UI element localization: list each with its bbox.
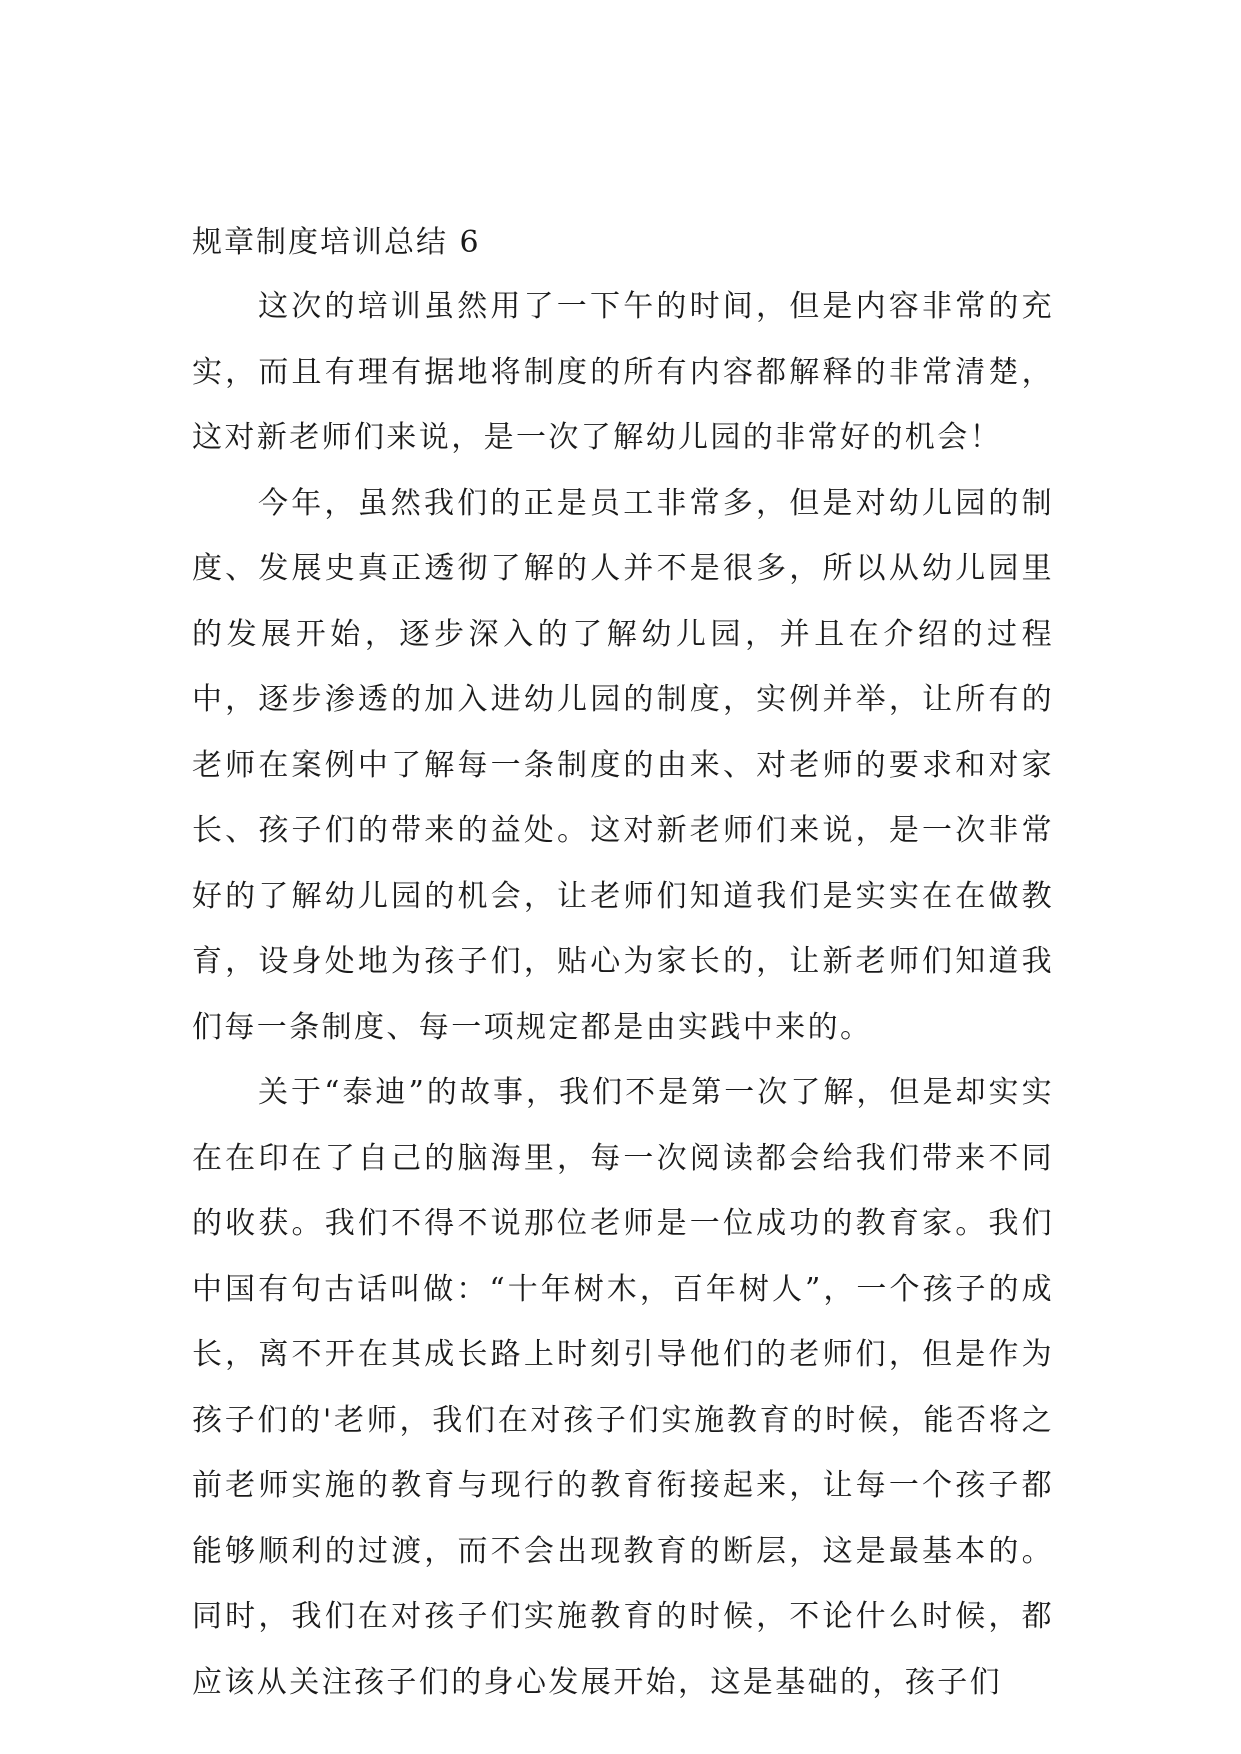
paragraph-1: 这次的培训虽然用了一下午的时间，但是内容非常的充实，而且有理有据地将制度的所有内容都解释的非常清楚，这对新老师们来说，是一次了解幼儿园的非常好的机会！ xyxy=(192,289,1054,455)
document-title: 规章制度培训总结 6 xyxy=(192,225,481,260)
paragraph-3: 关于“泰迪”的故事，我们不是第一次了解，但是却实实在在印在了自己的脑海里，每一次阅读都会给我们带来不同的收获。我们不得不说那位老师是一位成功的教育家。我们中国有句古话叫做：“十年树木，百年树人”，一个孩子的成长，离不开在其成长路上时刻引导他们的老师们，但是作为孩子们的'老师，我们在对孩子们实施教育的时候，能否将之前老师实施的教育与现行的教育衔接起来，让每一个孩子都能够顺利的过渡，而不会出现教育的断层，这是最基本的。同时，我们在对孩子们实施教育的时候，不论什么时候，都应该从关注孩子们的身心发展开始，这是基础的，孩子们 xyxy=(192,1075,1054,1700)
document-body xyxy=(192,222,1054,1715)
paragraph-2: 今年，虽然我们的正是员工非常多，但是对幼儿园的制度、发展史真正透彻了解的人并不是很多，所以从幼儿园里的发展开始，逐步深入的了解幼儿园，并且在介绍的过程中，逐步渗透的加入进幼儿园的制度，实例并举，让所有的老师在案例中了解每一条制度的由来、对老师的要求和对家长、孩子们的带来的益处。这对新老师们来说，是一次非常好的了解幼儿园的机会，让老师们知道我们是实实在在做教育，设身处地为孩子们，贴心为家长的，让新老师们知道我们每一条制度、每一项规定都是由实践中来的。 xyxy=(192,485,1054,1045)
